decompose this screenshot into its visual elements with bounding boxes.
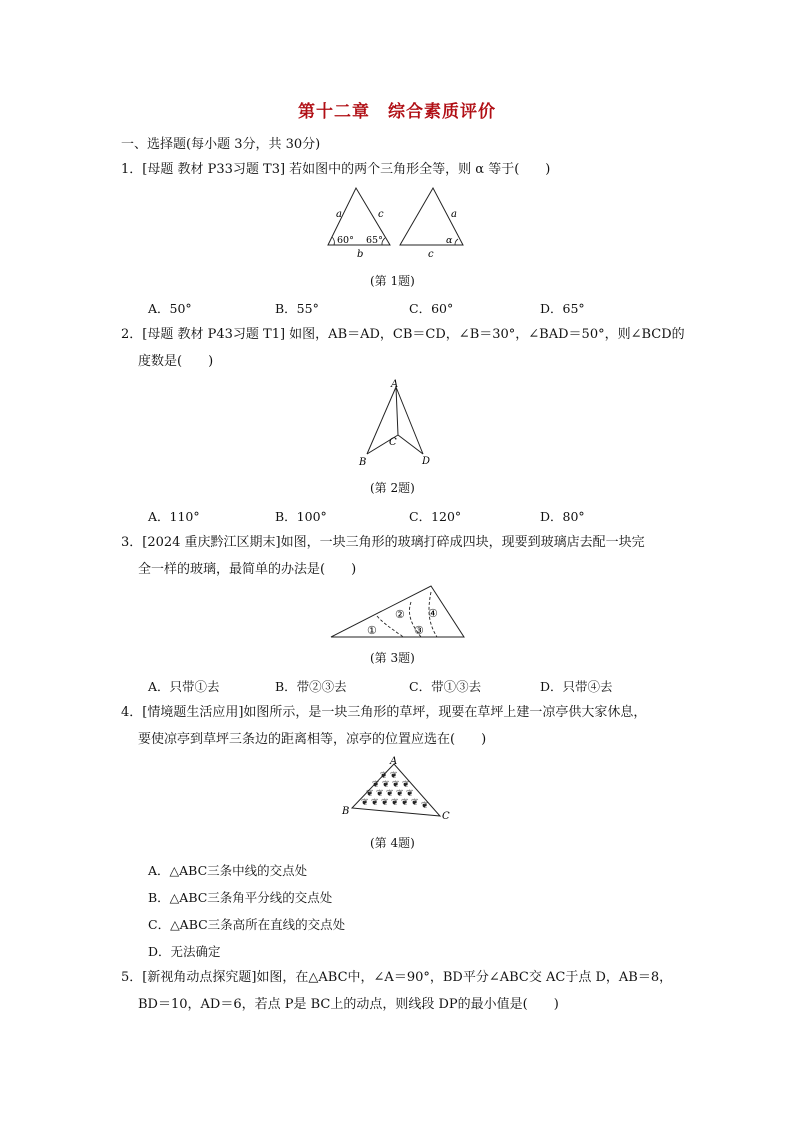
- label-b1: b: [357, 249, 364, 260]
- svg-text:❦: ❦: [396, 789, 404, 799]
- question-1-figure: [320, 185, 470, 265]
- question-5-text-line1: 5．[新视角动点探究题]如图，在△ABC中，∠A＝90°，BD平分∠ABC交 AC于点 D，AB＝8，: [121, 970, 673, 985]
- question-2-text-line1: 2．[母题 教材 P43习题 T1] 如图，AB＝AD，CB＝CD，∠B＝30°，∠BAD＝50°，则∠BCD的: [121, 327, 685, 342]
- point-a: A: [390, 756, 398, 767]
- q3-option-d: D．只带④去: [540, 679, 613, 694]
- q3-option-b: B．带②③去: [275, 679, 347, 694]
- svg-text:❦: ❦: [390, 771, 398, 781]
- q4-option-c: C．△ABC三条高所在直线的交点处: [148, 917, 346, 932]
- piece-4: ④: [428, 607, 438, 620]
- question-3-figure: [329, 584, 469, 640]
- q1-option-d: D．65°: [540, 301, 585, 316]
- q3-option-c: C．带①③去: [409, 679, 482, 694]
- point-b: B: [342, 806, 350, 817]
- question-4-caption: (第 4题): [370, 836, 415, 850]
- svg-text:❦: ❦: [386, 789, 394, 799]
- label-a2: a: [451, 209, 457, 220]
- page-title: 第十二章 综合素质评价: [298, 102, 496, 122]
- q3-option-a: A．只带①去: [148, 679, 220, 694]
- piece-1: ①: [367, 624, 377, 637]
- q2-option-a: A．110°: [148, 509, 200, 524]
- q2-option-c: C．120°: [409, 509, 462, 524]
- q2-option-d: D．80°: [540, 509, 585, 524]
- question-1-text: 1．[母题 教材 P33习题 T3] 若如图中的两个三角形全等，则 α 等于( ): [121, 162, 551, 177]
- q1-option-b: B．55°: [275, 301, 319, 316]
- question-3-text-line1: 3．[2024 重庆黔江区期末]如图，一块三角形的玻璃打碎成四块，现要到玻璃店去配一块完: [121, 535, 645, 550]
- q1-option-a: A．50°: [148, 301, 192, 316]
- section-heading: 一、选择题(每小题 3分，共 30分): [121, 137, 321, 152]
- question-4-text-line1: 4．[情境题生活应用]如图所示，是一块三角形的草坪，现要在草坪上建一凉亭供大家休息，: [121, 705, 647, 720]
- svg-text:❦: ❦: [361, 798, 369, 808]
- label-c1: c: [378, 209, 384, 220]
- q1-option-c: C．60°: [409, 301, 454, 316]
- point-a: A: [391, 379, 399, 390]
- svg-text:❦: ❦: [382, 780, 390, 790]
- point-b: B: [359, 457, 367, 468]
- svg-text:❦: ❦: [406, 789, 414, 799]
- svg-text:❦: ❦: [381, 798, 389, 808]
- svg-text:❦: ❦: [391, 798, 399, 808]
- question-2-figure: [355, 378, 445, 468]
- svg-text:❦: ❦: [376, 789, 384, 799]
- angle-60: 60°: [337, 235, 354, 246]
- q4-option-d: D．无法确定: [148, 944, 221, 959]
- svg-text:❦: ❦: [366, 789, 374, 799]
- svg-text:❦: ❦: [372, 780, 380, 790]
- svg-text:❦: ❦: [380, 771, 388, 781]
- question-4-text-line2: 要使凉亭到草坪三条边的距离相等，凉亭的位置应选在( ): [138, 732, 487, 747]
- svg-text:❦: ❦: [401, 798, 409, 808]
- q4-option-a: A．△ABC三条中线的交点处: [148, 863, 308, 878]
- question-4-figure: [340, 756, 460, 822]
- piece-2: ②: [395, 608, 405, 621]
- piece-3: ③: [414, 624, 424, 637]
- svg-text:❦: ❦: [421, 801, 429, 811]
- point-d: D: [422, 456, 431, 467]
- label-alpha: α: [446, 235, 453, 246]
- question-3-text-line2: 全一样的玻璃，最简单的办法是( ): [138, 562, 357, 577]
- svg-text:❦: ❦: [392, 780, 400, 790]
- question-2-text-line2: 度数是( ): [138, 354, 214, 369]
- angle-65: 65°: [366, 235, 383, 246]
- question-3-caption: (第 3题): [370, 651, 415, 665]
- svg-text:❦: ❦: [411, 798, 419, 808]
- label-a1: a: [336, 209, 342, 220]
- q4-option-b: B．△ABC三条角平分线的交点处: [148, 890, 333, 905]
- svg-text:❦: ❦: [371, 798, 379, 808]
- question-2-caption: (第 2题): [370, 481, 415, 495]
- question-5-text-line2: BD＝10，AD＝6，若点 P是 BC上的动点，则线段 DP的最小值是( ): [138, 997, 559, 1012]
- svg-text:❦: ❦: [402, 780, 410, 790]
- question-1-caption: (第 1题): [370, 274, 415, 288]
- point-c: C: [442, 811, 450, 822]
- q2-option-b: B．100°: [275, 509, 327, 524]
- point-c: C: [389, 437, 397, 448]
- label-c2: c: [428, 249, 434, 260]
